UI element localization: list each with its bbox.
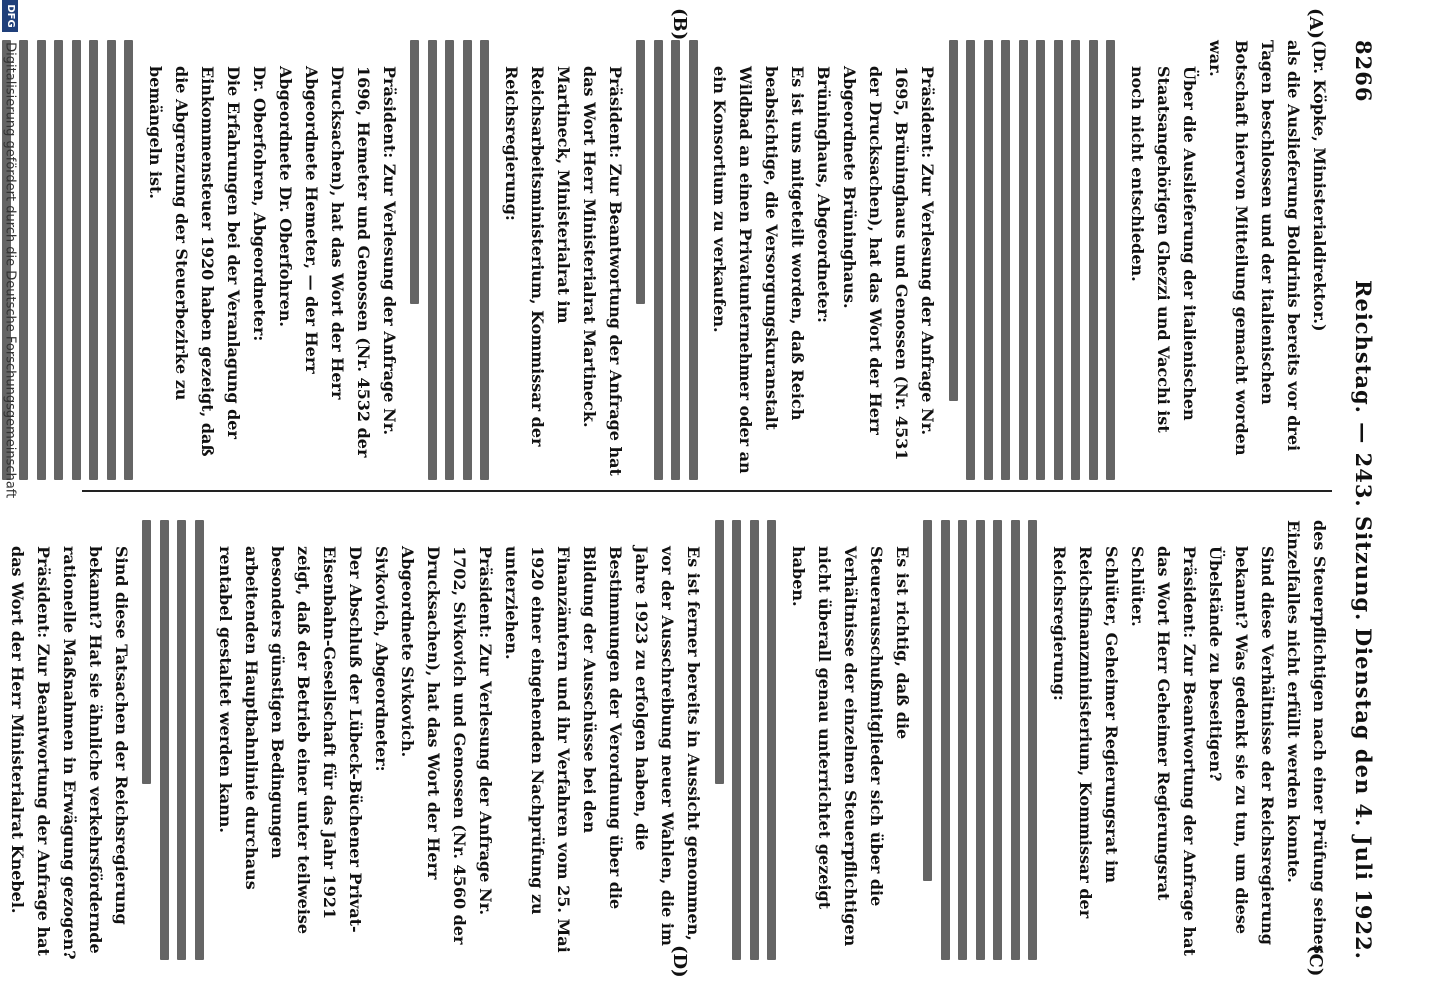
president-remark: Präsident: Zur Beantwortung der Anfrage hat das Wort Herr Geheimer Regierungsrat Schlüter. <box>1128 546 1199 956</box>
speaker-intro: (Dr. Köpke, Ministerialdirektor.) <box>1310 40 1329 332</box>
paragraph: Der Abschluß der Lübeck-Büchener Privat-Eisenbahn-Gesellschaft für das Jahr 1921 zeigt, daß der Betrieb einer unter teilweise besonders günstigen Bedingungen arbeitenden Hauptbahnlinie durchaus rentabel gestaltet werden kann. <box>216 546 366 935</box>
president-remark: Präsident: Zur Verlesung der Anfrage Nr. 1702, Sivkovich und Genossen (Nr. 4560 der Drucksachen), hat das Wort der Herr Abgeordnete Sivkovich. <box>398 546 496 945</box>
paragraph: Die Erfahrungen bei der Veranlagung der Einkommensteuer 1920 haben gezeigt, daß die Abgrenzung der Steuerbezirke zu bemängeln ist. <box>146 66 243 457</box>
speaker-name: Dr. Oberfohren, Abgeordneter: <box>250 66 269 342</box>
illegible-text-block <box>2 40 134 480</box>
margin-mark-d: (D) <box>669 945 690 978</box>
president-remark: Präsident: Zur Beantwortung der Anfrage hat das Wort der Herr Ministerialrat Knebel. <box>8 546 53 956</box>
page-number: 8266 <box>1351 40 1376 103</box>
illegible-text-block <box>715 520 777 960</box>
paragraph: als die Auslieferung Boldrinis bereits vor drei Tagen beschlossen und der italienischen Botschaft hiervon Mitteilung gemacht worden war. <box>1206 40 1303 456</box>
margin-mark-a: (A) <box>1305 8 1326 39</box>
left-column <box>72 40 1332 480</box>
session-date: Dienstag den 4. Juli 1922. <box>1351 627 1376 960</box>
right-column <box>8 520 1332 960</box>
illegible-text-block <box>411 40 490 480</box>
illegible-text-block <box>143 520 205 960</box>
digitization-credit <box>0 0 18 1000</box>
paragraph: Es ist richtig, daß die Steuerausschußmitglieder sich über die Verhältnisse der einzelnen Steuerpflichtigen nicht überall genau unterrichtet gezeigt haben. <box>789 546 912 947</box>
margin-mark-c: (C) <box>1305 945 1326 977</box>
paragraph: Sind diese Verhältnisse der Reichsregierung bekannt? Was gedenkt sie zu tun, um diese Übelstände zu beseitigen? <box>1206 546 1277 945</box>
paragraph: Über die Auslieferung der italienischen Staatsangehörigen Ghezzi und Vacchi ist noch nicht entschieden. <box>1128 66 1199 433</box>
speaker-name: Martineck, Ministerialrat im Reichsarbeitsministerium, Kommissar der Reichsregierung: <box>502 66 573 447</box>
column-divider <box>82 490 1332 492</box>
paragraph: Es ist uns mitgeteilt worden, daß Reich beabsichtige, die Versorgungskuranstalt Wildbad an einen Privatunternehmer oder an ein Konsortium zu verkaufen. <box>710 66 808 474</box>
dfg-logo: DFG <box>2 0 18 32</box>
illegible-text-block <box>924 520 1038 960</box>
session-title: Reichstag. — 243. Sitzung. <box>1351 280 1376 622</box>
paragraph: des Steuerpflichtigen nach einer Prüfung seines Einzelfalles nicht erfüllt werden konnte. <box>1284 520 1329 954</box>
paragraph: Sind diese Tatsachen der Reichsregierung bekannt? Hat sie ähnliche verkehrsfördernde rationelle Maßnahmen in Erwägung gezogen? <box>60 546 131 960</box>
illegible-text-block <box>949 40 1116 480</box>
president-remark: Präsident: Zur Verlesung der Anfrage Nr. 1695, Brüninghaus und Genossen (Nr. 4531 der Drucksachen), hat das Wort der Herr Abgeordnete Brüninghaus. <box>840 66 938 461</box>
margin-mark-b: (B) <box>669 8 690 41</box>
speaker-name: Schlüter, Geheimer Regierungsrat im Reichsfinanzministerium, Kommissar der Reichsregierung: <box>1050 546 1121 919</box>
president-remark: Präsident: Zur Verlesung der Anfrage Nr. 1696, Hemeter und Genossen (Nr. 4532 der Drucksachen), hat das Wort der Herr Abgeordnete Hemeter, — der Herr Abgeordnete Dr. Oberfohren. <box>276 66 399 458</box>
running-header <box>1342 30 1382 970</box>
paragraph: Es ist ferner bereits in Aussicht genommen, vor der Ausschreibung neuer Wahlen, die im Jahre 1923 zu erfolgen haben, die Bestimmungen der Verordnung über die Bildung der Ausschüsse bei den Finanzämtern und ihr Verfahren vom 25. Mai 1920 einer eingehenden Nachprüfung zu unterziehen. <box>502 546 704 953</box>
illegible-text-block <box>637 40 699 480</box>
president-remark: Präsident: Zur Beantwortung der Anfrage hat das Wort Herr Ministerialrat Martineck. <box>580 66 625 476</box>
digitization-credit-text: Digitalisierung gefördert durch die Deutsche Forschungsgemeinschaft <box>2 42 18 499</box>
speaker-name: Brüninghaus, Abgeordneter: <box>814 66 834 323</box>
speaker-name: Sivkovich, Abgeordneter: <box>372 546 392 772</box>
